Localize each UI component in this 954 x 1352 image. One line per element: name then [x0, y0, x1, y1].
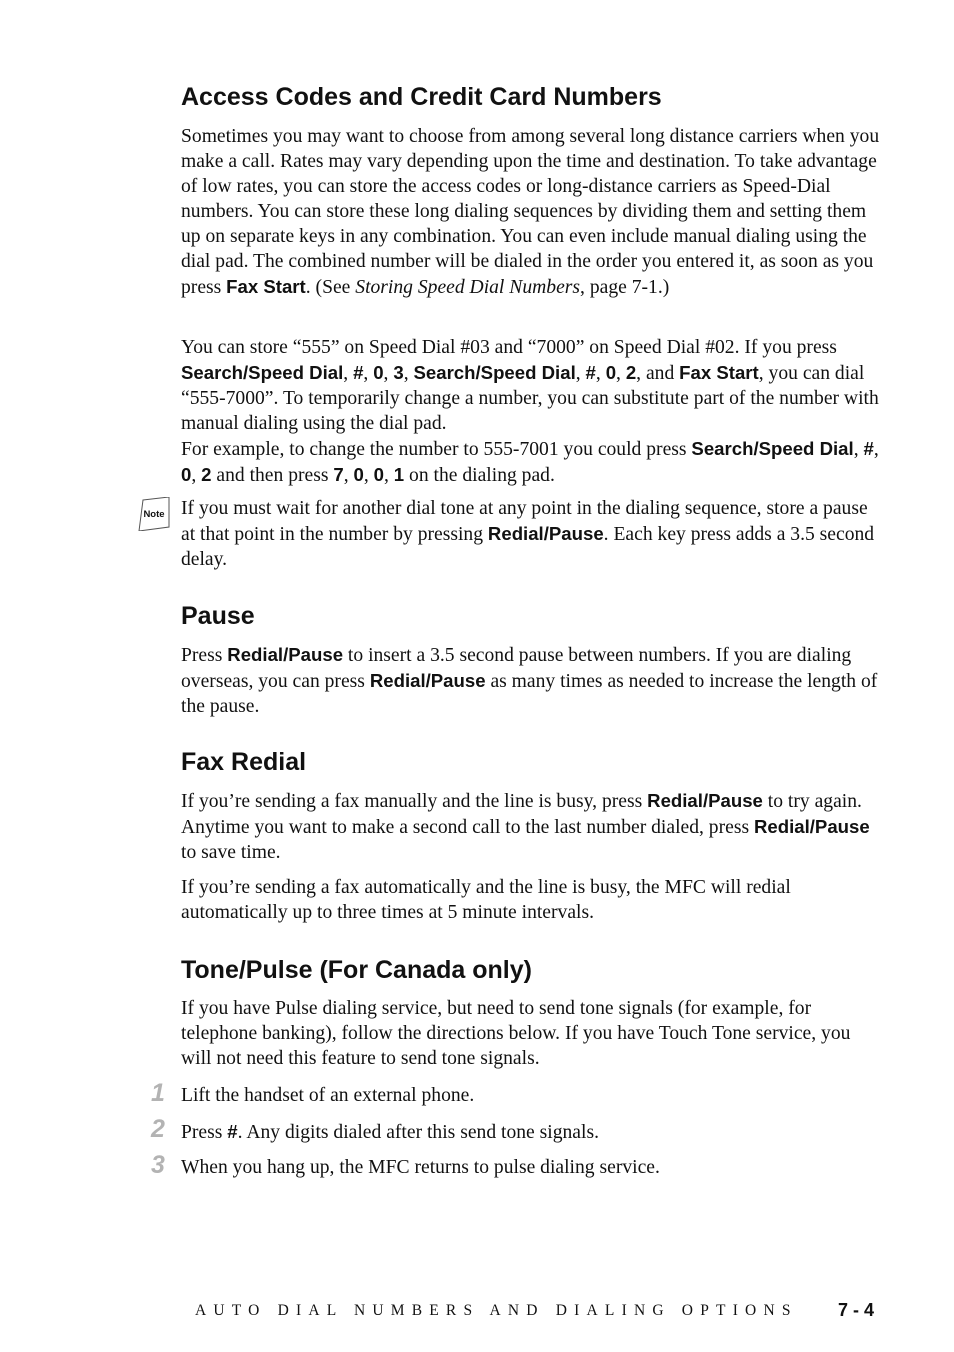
step-text-1: Lift the handset of an external phone. — [181, 1085, 475, 1106]
tone-pulse-paragraph: If you have Pulse dialing service, but need to send tone signals (for example, for telephone banking), follow the directions below. If you have Touch Tone service, you will not need this feature to send tone signals. — [181, 998, 851, 1069]
step-number-3: 3 — [151, 1151, 165, 1179]
note-icon — [138, 497, 170, 531]
note-icon-label: Note — [143, 509, 165, 520]
access-codes-paragraph-1: Sometimes you may want to choose from among several long distance carriers when you make a call. Rates may vary depending upon the time and destination. To take advantage of low rates, you can store the access codes or long-distance carriers as Speed-Dial numbers. You can store these long dialing sequences by dividing them and setting them up on separate keys in any combination. You can even include manual dialing using the dial pad. The combined number will be dialed in the order you entered it, as soon as you press Fax Start. (See Storing Speed Dial Numbers, page 7-1.) — [181, 126, 880, 298]
fax-redial-paragraph-1: If you’re sending a fax manually and the line is busy, press Redial/Pause to try again. Anytime you want to make a second call to the last number dialed, press Redial/Pause to save time. — [181, 790, 870, 863]
footer-chapter-title: AUTO DIAL NUMBERS AND DIALING OPTIONS — [195, 1302, 798, 1319]
access-codes-paragraph-2: You can store “555” on Speed Dial #03 and “7000” on Speed Dial #02. If you press Search/Speed Dial, #, 0, 3, Search/Speed Dial, #, 0, 2, and Fax Start, you can dial “555-7000”. To temporarily change a number, you can substitute part of the number with manual dialing using the dial pad. For example, to change the number to 555-7001 you could press Search/Speed Dial, #, 0, 2 and then press 7, 0, 0, 1 on the dialing pad. — [181, 337, 879, 486]
footer-page-number: 7 - 4 — [838, 1300, 875, 1320]
step-number-1: 1 — [151, 1079, 165, 1107]
note-paragraph: If you must wait for another dial tone at any point in the dialing sequence, store a pause at that point in the number by pressing Redial/Pause. Each key press adds a 3.5 second delay. — [181, 498, 875, 570]
section-heading-access-codes: Access Codes and Credit Card Numbers — [181, 83, 662, 111]
step-text-2: Press #. Any digits dialed after this send tone signals. — [181, 1121, 599, 1143]
section-heading-pause: Pause — [181, 602, 255, 630]
section-heading-tone-pulse: Tone/Pulse (For Canada only) — [181, 956, 532, 984]
step-number-2: 2 — [151, 1115, 165, 1143]
pause-paragraph: Press Redial/Pause to insert a 3.5 second pause between numbers. If you are dialing overseas, you can press Redial/Pause as many times as needed to increase the length of the pause. — [181, 644, 878, 717]
step-text-3: When you hang up, the MFC returns to pulse dialing service. — [181, 1157, 660, 1178]
fax-redial-paragraph-2: If you’re sending a fax automatically and the line is busy, the MFC will redial automatically up to three times at 5 minute intervals. — [181, 877, 791, 923]
section-heading-fax-redial: Fax Redial — [181, 748, 307, 776]
